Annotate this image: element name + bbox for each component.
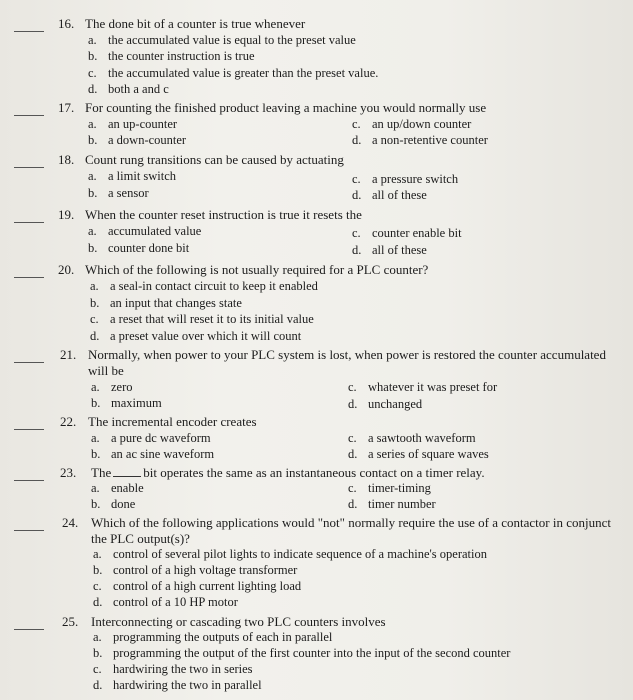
answer-blank[interactable] — [14, 480, 44, 481]
option-16b[interactable] — [88, 49, 255, 64]
option-letter: a. — [88, 117, 97, 131]
fill-in-blank[interactable] — [113, 466, 141, 477]
answer-blank[interactable] — [14, 31, 44, 32]
option-text: an up-counter — [108, 117, 178, 131]
option-text: hardwiring the two in parallel — [113, 678, 262, 692]
question-number: 24. — [62, 515, 79, 530]
option-text: a preset value over which it will count — [110, 329, 302, 343]
option-letter: b. — [88, 49, 98, 63]
option-letter: c. — [348, 431, 357, 445]
option-17c[interactable] — [352, 117, 471, 132]
option-18b[interactable] — [88, 186, 149, 201]
option-text: an ac sine waveform — [111, 447, 215, 461]
option-letter: b. — [91, 497, 101, 511]
option-23c[interactable] — [348, 481, 431, 496]
option-text: control of a high current lighting load — [113, 579, 302, 593]
question-number: 21. — [60, 347, 77, 362]
option-letter: b. — [88, 241, 98, 255]
answer-blank[interactable] — [14, 167, 44, 168]
option-letter: c. — [348, 380, 357, 394]
option-22b[interactable] — [91, 447, 214, 462]
option-20b[interactable] — [90, 296, 242, 311]
option-letter: c. — [352, 117, 361, 131]
option-20c[interactable] — [90, 312, 314, 327]
option-text: zero — [111, 380, 133, 394]
option-letter: d. — [88, 82, 98, 96]
option-letter: c. — [352, 226, 361, 240]
question-number: 18. — [58, 152, 75, 167]
option-letter: c. — [90, 312, 99, 326]
option-letter: c. — [93, 579, 102, 593]
option-24a[interactable] — [93, 547, 487, 562]
answer-blank[interactable] — [14, 530, 44, 531]
option-letter: b. — [93, 563, 103, 577]
option-20a[interactable] — [90, 279, 318, 294]
option-text: all of these — [372, 188, 427, 202]
option-letter: a. — [88, 169, 97, 183]
question-number: 19. — [58, 207, 75, 222]
option-21c[interactable] — [348, 380, 497, 395]
option-letter: d. — [352, 188, 362, 202]
option-17b[interactable] — [88, 133, 186, 148]
option-text: done — [111, 497, 136, 511]
option-text: hardwiring the two in series — [113, 662, 253, 676]
option-letter: c. — [348, 481, 357, 495]
option-23b[interactable] — [91, 497, 135, 512]
question-stem: The incremental encoder creates — [88, 414, 257, 429]
option-18d[interactable] — [352, 188, 427, 203]
option-text: unchanged — [368, 397, 423, 411]
option-21b[interactable] — [91, 396, 162, 411]
answer-blank[interactable] — [14, 277, 44, 278]
option-text: a pressure switch — [372, 172, 459, 186]
option-letter: d. — [90, 329, 100, 343]
option-text: the counter instruction is true — [108, 49, 255, 63]
option-letter: a. — [88, 224, 97, 238]
option-25b[interactable] — [93, 646, 510, 661]
option-letter: d. — [93, 595, 103, 609]
option-text: the accumulated value is equal to the preset value — [108, 33, 356, 47]
option-22a[interactable] — [91, 431, 211, 446]
answer-blank[interactable] — [14, 362, 44, 363]
option-21d[interactable] — [348, 397, 422, 412]
question-stem-continued: the PLC output(s)? — [91, 531, 190, 546]
option-text: control of a 10 HP motor — [113, 595, 238, 609]
option-text: both a and c — [108, 82, 169, 96]
option-24b[interactable] — [93, 563, 297, 578]
option-text: a limit switch — [108, 169, 177, 183]
option-text: a reset that will reset it to its initial value — [110, 312, 314, 326]
option-text: counter done bit — [108, 241, 190, 255]
option-25c[interactable] — [93, 662, 253, 677]
question-number: 23. — [60, 465, 77, 480]
option-letter: d. — [93, 678, 103, 692]
question-stem: When the counter reset instruction is true it resets the — [85, 207, 362, 222]
question-stem: Which of the following applications would "not" normally require the use of a contactor in conjunct — [91, 515, 611, 530]
option-text: programming the output of the first counter into the input of the second counter — [113, 646, 511, 660]
option-24c[interactable] — [93, 579, 301, 594]
stem-start: The — [91, 465, 112, 480]
option-text: programming the outputs of each in parallel — [113, 630, 333, 644]
stem-end: bit operates the same as an instantaneous contact on a timer relay. — [143, 465, 485, 480]
option-letter: a. — [91, 380, 100, 394]
option-19d[interactable] — [352, 243, 427, 258]
option-text: a sawtooth waveform — [368, 431, 476, 445]
option-text: timer number — [368, 497, 436, 511]
option-18c[interactable] — [352, 172, 458, 187]
question-number: 20. — [58, 262, 75, 277]
option-text: a down-counter — [108, 133, 187, 147]
option-text: timer-timing — [368, 481, 431, 495]
option-25d[interactable] — [93, 678, 262, 693]
option-letter: a. — [91, 431, 100, 445]
option-letter: a. — [93, 630, 102, 644]
option-letter: c. — [93, 662, 102, 676]
option-text: a seal-in contact circuit to keep it enabled — [110, 279, 318, 293]
option-text: a non-retentive counter — [372, 133, 488, 147]
option-21a[interactable] — [91, 380, 133, 395]
option-text: counter enable bit — [372, 226, 462, 240]
question-number: 16. — [58, 16, 75, 31]
option-23a[interactable] — [91, 481, 144, 496]
option-letter: a. — [90, 279, 99, 293]
question-stem — [91, 465, 485, 481]
option-text: a series of square waves — [368, 447, 489, 461]
question-stem: Normally, when power to your PLC system is lost, when power is restored the counter accumulated — [88, 347, 606, 362]
question-stem: Interconnecting or cascading two PLC counters involves — [91, 614, 386, 629]
option-letter: a. — [88, 33, 97, 47]
option-letter: d. — [352, 243, 362, 257]
option-letter: d. — [348, 397, 358, 411]
option-text: an up/down counter — [372, 117, 472, 131]
option-text: enable — [111, 481, 144, 495]
question-stem: Which of the following is not usually required for a PLC counter? — [85, 262, 429, 277]
option-text: control of several pilot lights to indicate sequence of a machine's operation — [113, 547, 488, 561]
question-stem: For counting the finished product leaving a machine you would normally use — [85, 100, 487, 115]
option-letter: c. — [88, 66, 97, 80]
option-text: all of these — [372, 243, 427, 257]
option-16a[interactable] — [88, 33, 356, 48]
option-letter: b. — [90, 296, 100, 310]
option-17d[interactable] — [352, 133, 488, 148]
answer-blank[interactable] — [14, 429, 44, 430]
question-number: 25. — [62, 614, 79, 629]
option-text: control of a high voltage transformer — [113, 563, 298, 577]
option-text: maximum — [111, 396, 162, 410]
option-24d[interactable] — [93, 595, 238, 610]
question-stem: Count rung transitions can be caused by actuating — [85, 152, 344, 167]
option-letter: b. — [91, 396, 101, 410]
option-letter: d. — [348, 447, 358, 461]
option-17a[interactable] — [88, 117, 177, 132]
option-letter: b. — [88, 133, 98, 147]
question-number: 17. — [58, 100, 75, 115]
option-18a[interactable] — [88, 169, 176, 184]
option-letter: b. — [88, 186, 98, 200]
option-text: whatever it was preset for — [368, 380, 498, 394]
option-25a[interactable] — [93, 630, 332, 645]
option-letter: a. — [91, 481, 100, 495]
question-stem: The done bit of a counter is true whenever — [85, 16, 306, 31]
answer-blank[interactable] — [14, 629, 44, 630]
option-text: a pure dc waveform — [111, 431, 211, 445]
option-letter: d. — [352, 133, 362, 147]
option-19c[interactable] — [352, 226, 462, 241]
option-letter: b. — [93, 646, 103, 660]
option-22d[interactable] — [348, 447, 489, 462]
option-23d[interactable] — [348, 497, 436, 512]
option-letter: a. — [93, 547, 102, 561]
option-letter: b. — [91, 447, 101, 461]
option-text: accumulated value — [108, 224, 202, 238]
question-stem-continued: will be — [88, 363, 124, 378]
answer-blank[interactable] — [14, 222, 44, 223]
option-text: a sensor — [108, 186, 149, 200]
option-16c[interactable] — [88, 66, 378, 81]
answer-blank[interactable] — [14, 115, 44, 116]
option-19b[interactable] — [88, 241, 189, 256]
option-text: an input that changes state — [110, 296, 242, 310]
option-letter: d. — [348, 497, 358, 511]
option-19a[interactable] — [88, 224, 201, 239]
question-number: 22. — [60, 414, 77, 429]
option-20d[interactable] — [90, 329, 301, 344]
option-text: the accumulated value is greater than the preset value. — [108, 66, 379, 80]
option-22c[interactable] — [348, 431, 476, 446]
option-16d[interactable] — [88, 82, 169, 97]
option-letter: c. — [352, 172, 361, 186]
